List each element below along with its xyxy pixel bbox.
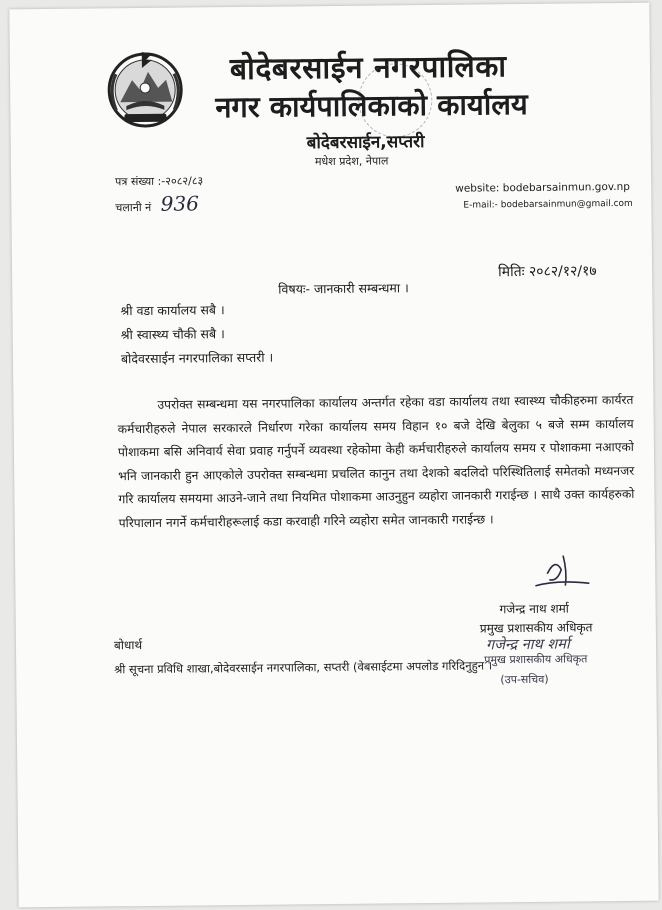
cc-recipient: श्री सूचना प्रविधि शाखा,बोदेवरसाईन नगरपालिका, सप्तरी (वेबसाईटमा अपलोड गरिदिनुहुन । [114,658,493,677]
recipient-line: श्री स्वास्थ्य चौकी सबै । [120,326,225,343]
stamp-rank: (उप-सचिव) [500,672,549,687]
letter-subject: विषयः- जानकारी सम्बन्धमा । [278,280,409,297]
stamp-designation: प्रमुख प्रशासकीय अधिकृत [484,652,588,667]
municipality-name: बोदेबरसाईन नगरपालिका [229,49,507,88]
letter-body: उपरोक्त सम्बन्धमा यस नगरपालिका कार्यालय अन्तर्गत रहेका वडा कार्यालय तथा स्वास्थ्य चौकीहरुमा कार्यरत कर्मचारीहरुले नेपाल सरकारले निर्धारण गरेका कार्यालय समय विहान १० बजे देखि बेलुका ५ बजे सम्म कार्यालय पोशाकमा बसि अनिवार्य सेवा प्रवाह गर्नुपर्ने व्यवस्था रहेकोमा केही कर्मचारीहरुले कार्यालय समय र पोशाकमा नआएको भनि जानकारी हुन आएकोले उपरोक्त सम्बन्धमा प्रचलित कानुन तथा देशको बदलिदो परिस्थितिलाई समेतको मध्यनजर गरि कार्यालय समयमा आउने-जाने तथा नियमित पोशाकमा आउनुहुन व्यहोरा जानकारी गराईन्छ । साथै उक्त कार्यहरुको परिपालान नगर्ने कर्मचारीहरूलाई कडा करवाही गरिने व्यहोरा समेत जानकारी गराईन्छ । [117,392,635,530]
recipient-line: बोदेवरसाईन नगरपालिका सप्तरी । [120,349,274,367]
signer-name: गजेन्द्र नाथ शर्मा [499,601,569,617]
cc-label: बोधार्थ [113,638,143,653]
signature-mark-icon [527,551,597,592]
office-name: नगर कार्यपालिकाको कार्यालय [215,86,528,125]
office-province: मधेश प्रदेश, नेपाल [314,154,389,169]
nepal-emblem-icon [102,44,189,131]
office-location: बोदेबरसाईन,सप्तरी [306,132,425,154]
signer-designation: प्रमुख प्रशासकीय अधिकृत [479,620,593,636]
dispatch-number-line [115,191,199,216]
letter-date: मितिः २०८२/१२/१७ [498,263,597,281]
email-text: E-mail:- bodebarsainmun@gmail.com [463,198,633,211]
dispatch-label: चलानी नं [115,200,152,215]
office-stamp-icon [358,63,433,138]
letter-page [9,3,658,908]
stamp-name: गजेन्द्र नाथ शर्मा [485,636,570,654]
website-text: website: bodebarsainmun.gov.np [455,180,630,195]
recipient-line: श्री वडा कार्यालय सबै । [120,302,225,319]
letter-reference-number: पत्र संख्या :-२०८२/८३ [115,174,204,189]
dispatch-number: 936 [160,191,200,216]
